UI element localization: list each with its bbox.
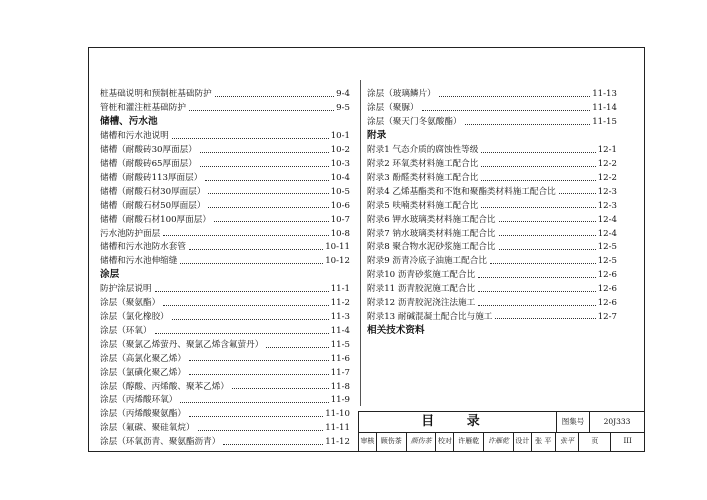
toc-entry-page: 12-5: [597, 256, 617, 267]
toc-entry-page: 12-7: [597, 311, 617, 322]
dot-leader: [205, 180, 328, 181]
toc-entry-page: 10-4: [330, 172, 350, 183]
toc-entry: [100, 141, 350, 155]
dot-leader: [478, 277, 595, 278]
title-block-signature-row: [358, 432, 645, 452]
toc-entry-title: 涂层（醇酸、丙烯酸、聚苯乙烯）: [100, 381, 229, 392]
dot-leader: [189, 416, 323, 417]
toc-entry: [100, 294, 350, 308]
dot-leader: [478, 291, 595, 292]
dot-leader: [465, 124, 591, 125]
toc-entry: [367, 252, 617, 266]
toc-entry: [367, 210, 617, 224]
toc-entry-page: 11-11: [325, 423, 350, 434]
toc-entry-page: 10-8: [330, 228, 350, 239]
toc-entry: [100, 280, 350, 294]
toc-entry: [367, 224, 617, 238]
toc-entry-title: 储槽和污水池防水套管: [100, 242, 186, 253]
toc-entry-page: 11-5: [330, 339, 350, 350]
dot-leader: [198, 430, 324, 431]
toc-entry-page: 11-13: [592, 89, 617, 100]
toc-entry: [100, 169, 350, 183]
atlas-number-label: 图集号: [557, 412, 590, 432]
toc-entry: [367, 308, 617, 322]
toc-entry-page: 11-6: [330, 353, 350, 364]
toc-entry-title: 附录4 乙烯基酯类和不饱和聚酯类材料施工配合比: [367, 186, 556, 197]
toc-entry-page: 12-1: [597, 145, 617, 156]
dot-leader: [189, 374, 329, 375]
toc-entry-page: 10-6: [330, 200, 350, 211]
toc-right-column: [367, 85, 617, 336]
dot-leader: [499, 249, 596, 250]
toc-entry: [100, 210, 350, 224]
toc-entry-title: 污水池防护面层: [100, 228, 161, 239]
toc-entry-title: 附录7 钠水玻璃类材料施工配合比: [367, 228, 496, 239]
dot-leader: [189, 360, 329, 361]
dot-leader: [208, 193, 328, 194]
toc-entry-page: 11-1: [330, 284, 350, 295]
toc-entry-page: 10-11: [325, 242, 350, 253]
toc-entry-title: 附录13 耐碱混凝土配合比与施工: [367, 311, 493, 322]
toc-entry-title: 附录10 沥青砂浆施工配合比: [367, 270, 476, 281]
toc-entry-title: 附录12 沥青胶泥浇注法施工: [367, 297, 476, 308]
toc-entry-title: 附录9 沥青冷底子油施工配合比: [367, 256, 487, 267]
toc-entry-page: 12-4: [597, 228, 617, 239]
signature-row-value: 许雁乾: [454, 432, 484, 451]
signature: 许雁乾: [484, 432, 514, 451]
toc-entry-title: 储槽（耐酸砖65厚面层）: [100, 159, 197, 170]
toc-entry-title: 储槽（耐酸砖113厚面层）: [100, 172, 203, 183]
toc-entry: [367, 113, 617, 127]
toc-entry-page: 11-10: [325, 409, 350, 420]
dot-leader: [499, 235, 596, 236]
section-heading: 储槽、污水池: [100, 116, 158, 128]
toc-entry: [100, 238, 350, 252]
toc-entry-title: 储槽和污水池说明: [100, 131, 169, 142]
toc-entry-title: 涂层（丙烯酸环氧）: [100, 395, 178, 406]
toc-entry-title: 储槽（耐酸石材100厚面层）: [100, 214, 211, 225]
dot-leader: [559, 193, 596, 194]
toc-entry-page: 11-12: [325, 437, 350, 448]
toc-entry: [100, 405, 350, 419]
signature-row-label: 页: [579, 432, 611, 451]
dot-leader: [189, 249, 323, 250]
toc-entry: [100, 155, 350, 169]
toc-entry: [100, 377, 350, 391]
toc-entry: [100, 322, 350, 336]
toc-entry-title: 涂层（聚脲）: [367, 103, 419, 114]
toc-entry-page: 11-3: [330, 312, 350, 323]
dot-leader: [422, 110, 591, 111]
toc-entry-page: 9-5: [336, 103, 350, 114]
atlas-number: 20J333: [603, 417, 631, 426]
toc-entry-title: 涂层（环氧沥青、聚氨酯沥青）: [100, 437, 221, 448]
toc-entry: [367, 294, 617, 308]
toc-entry: [100, 391, 350, 405]
dot-leader: [266, 347, 328, 348]
toc-entry-page: 12-4: [597, 214, 617, 225]
toc-entry-page: 10-5: [330, 186, 350, 197]
toc-entry-title: 附录1 气态介质的腐蚀性等级: [367, 145, 479, 156]
toc-entry: [100, 419, 350, 433]
toc-entry: [367, 238, 617, 252]
dot-leader: [223, 444, 323, 445]
toc-entry-page: 12-6: [597, 270, 617, 281]
dot-leader: [180, 402, 328, 403]
dot-leader: [172, 319, 329, 320]
toc-entry: [367, 85, 617, 99]
toc-entry-title: 附录5 呋喃类材料施工配合比: [367, 200, 479, 211]
toc-entry: [367, 183, 617, 197]
toc-entry: [100, 433, 350, 447]
toc-entry-page: 9-4: [336, 89, 350, 100]
signature-row-label: 审核: [359, 432, 377, 451]
toc-entry: [100, 363, 350, 377]
dot-leader: [163, 305, 329, 306]
toc-entry-page: 12-6: [597, 284, 617, 295]
toc-entry-title: 涂层（氯磺化聚乙烯）: [100, 367, 186, 378]
toc-entry-page: 10-12: [325, 256, 350, 267]
toc-entry-page: 11-14: [592, 103, 617, 114]
toc-entry-title: 储槽和污水池伸缩缝: [100, 256, 178, 267]
toc-entry-page: 12-3: [597, 200, 617, 211]
signature-row-label: 校对: [436, 432, 454, 451]
toc-entry-title: 涂层（高氯化聚乙烯）: [100, 353, 186, 364]
dot-leader: [481, 207, 595, 208]
dot-leader: [495, 318, 595, 319]
toc-entry-page: 11-2: [330, 298, 350, 309]
toc-entry: [367, 99, 617, 113]
dot-leader: [478, 305, 595, 306]
section-heading: 涂层: [100, 269, 120, 281]
dot-leader: [481, 152, 595, 153]
toc-entry-title: 附录6 钾水玻璃类材料施工配合比: [367, 214, 496, 225]
toc-entry-title: 涂层（聚氯乙烯萤丹、聚氯乙烯含氟萤丹）: [100, 339, 264, 350]
toc-entry: [100, 85, 350, 99]
toc-entry-page: 11-15: [592, 117, 617, 128]
dot-leader: [439, 96, 590, 97]
signature-row-value: 张 平: [532, 432, 556, 451]
toc-entry: [367, 141, 617, 155]
dot-leader: [155, 291, 329, 292]
toc-entry: [100, 308, 350, 322]
toc-entry-title: 储槽（耐酸砖30厚面层）: [100, 145, 197, 156]
toc-entry-title: 附录2 环氧类材料施工配合比: [367, 159, 479, 170]
toc-entry-title: 附录8 聚合物水泥砂浆施工配合比: [367, 242, 496, 253]
toc-entry-title: 涂层（氯化橡胶）: [100, 312, 169, 323]
toc-entry-page: 10-7: [330, 214, 350, 225]
dot-leader: [200, 152, 329, 153]
signature-row-label: 设计: [514, 432, 532, 451]
toc-entry-page: 10-3: [330, 159, 350, 170]
toc-entry: [100, 252, 350, 266]
title-block-top-row: [358, 411, 645, 433]
toc-entry-page: 12-3: [597, 186, 617, 197]
dot-leader: [215, 96, 334, 97]
toc-entry: [100, 336, 350, 350]
section-heading: 相关技术资料: [367, 325, 425, 337]
toc-entry-title: 涂层（丙烯酸聚氨酯）: [100, 409, 186, 420]
dot-leader: [481, 180, 595, 181]
toc-entry-page: 11-7: [330, 367, 350, 378]
toc-entry: [100, 183, 350, 197]
dot-leader: [232, 388, 329, 389]
dot-leader: [200, 166, 329, 167]
toc-entry-page: 10-2: [330, 145, 350, 156]
dot-leader: [490, 263, 596, 264]
toc-entry: [100, 196, 350, 210]
toc-entry-page: 11-8: [330, 381, 350, 392]
dot-leader: [499, 221, 596, 222]
toc-entry-page: 12-2: [597, 172, 617, 183]
toc-entry-page: 11-4: [330, 326, 350, 337]
toc-entry: [367, 280, 617, 294]
dot-leader: [155, 333, 329, 334]
toc-entry-title: 管桩和灌注桩基础防护: [100, 103, 186, 114]
toc-left-column: [100, 85, 350, 447]
toc-entry-title: 附录3 酚醛类材料施工配合比: [367, 172, 479, 183]
dot-leader: [180, 263, 323, 264]
toc-entry-title: 涂层（氟碳、聚硅氧烷）: [100, 423, 195, 434]
toc-entry-page: 11-9: [330, 395, 350, 406]
toc-entry-title: 涂层（聚天门冬氨酸酯）: [367, 117, 462, 128]
dot-leader: [481, 166, 595, 167]
toc-entry-title: 涂层（聚氨酯）: [100, 298, 161, 309]
toc-entry-title: 防护涂层说明: [100, 284, 152, 295]
toc-entry-title: 桩基础说明和预制桩基础防护: [100, 89, 212, 100]
toc-entry: [100, 224, 350, 238]
signature-row-value: 顾伤茶: [377, 432, 407, 451]
signature: 颜伤茶: [407, 432, 437, 451]
toc-entry: [100, 350, 350, 364]
toc-entry-page: 12-5: [597, 242, 617, 253]
toc-entry-title: 储槽（耐酸石材50厚面层）: [100, 200, 206, 211]
toc-entry-title: 附录11 沥青胶泥施工配合比: [367, 284, 476, 295]
toc-entry: [367, 266, 617, 280]
dot-leader: [214, 221, 329, 222]
column-divider: [360, 80, 361, 406]
toc-entry-title: 涂层（玻璃鳞片）: [367, 89, 436, 100]
toc-entry: [100, 127, 350, 141]
dot-leader: [189, 110, 334, 111]
signature: 张平: [556, 432, 580, 451]
toc-entry-page: 10-1: [330, 131, 350, 142]
dot-leader: [172, 138, 329, 139]
dot-leader: [163, 235, 329, 236]
section-heading: 附录: [367, 130, 387, 142]
sheet-title: 目 录: [359, 412, 557, 432]
toc-entry-title: 涂层（环氧）: [100, 326, 152, 337]
signature-row-value: III: [623, 437, 632, 445]
toc-entry-title: 储槽（耐酸石材30厚面层）: [100, 186, 206, 197]
toc-entry-page: 12-6: [597, 297, 617, 308]
toc-entry-page: 12-2: [597, 159, 617, 170]
toc-entry: [100, 99, 350, 113]
toc-entry: [367, 169, 617, 183]
toc-entry: [367, 155, 617, 169]
title-block: [358, 411, 645, 452]
toc-entry: [367, 196, 617, 210]
dot-leader: [208, 207, 328, 208]
